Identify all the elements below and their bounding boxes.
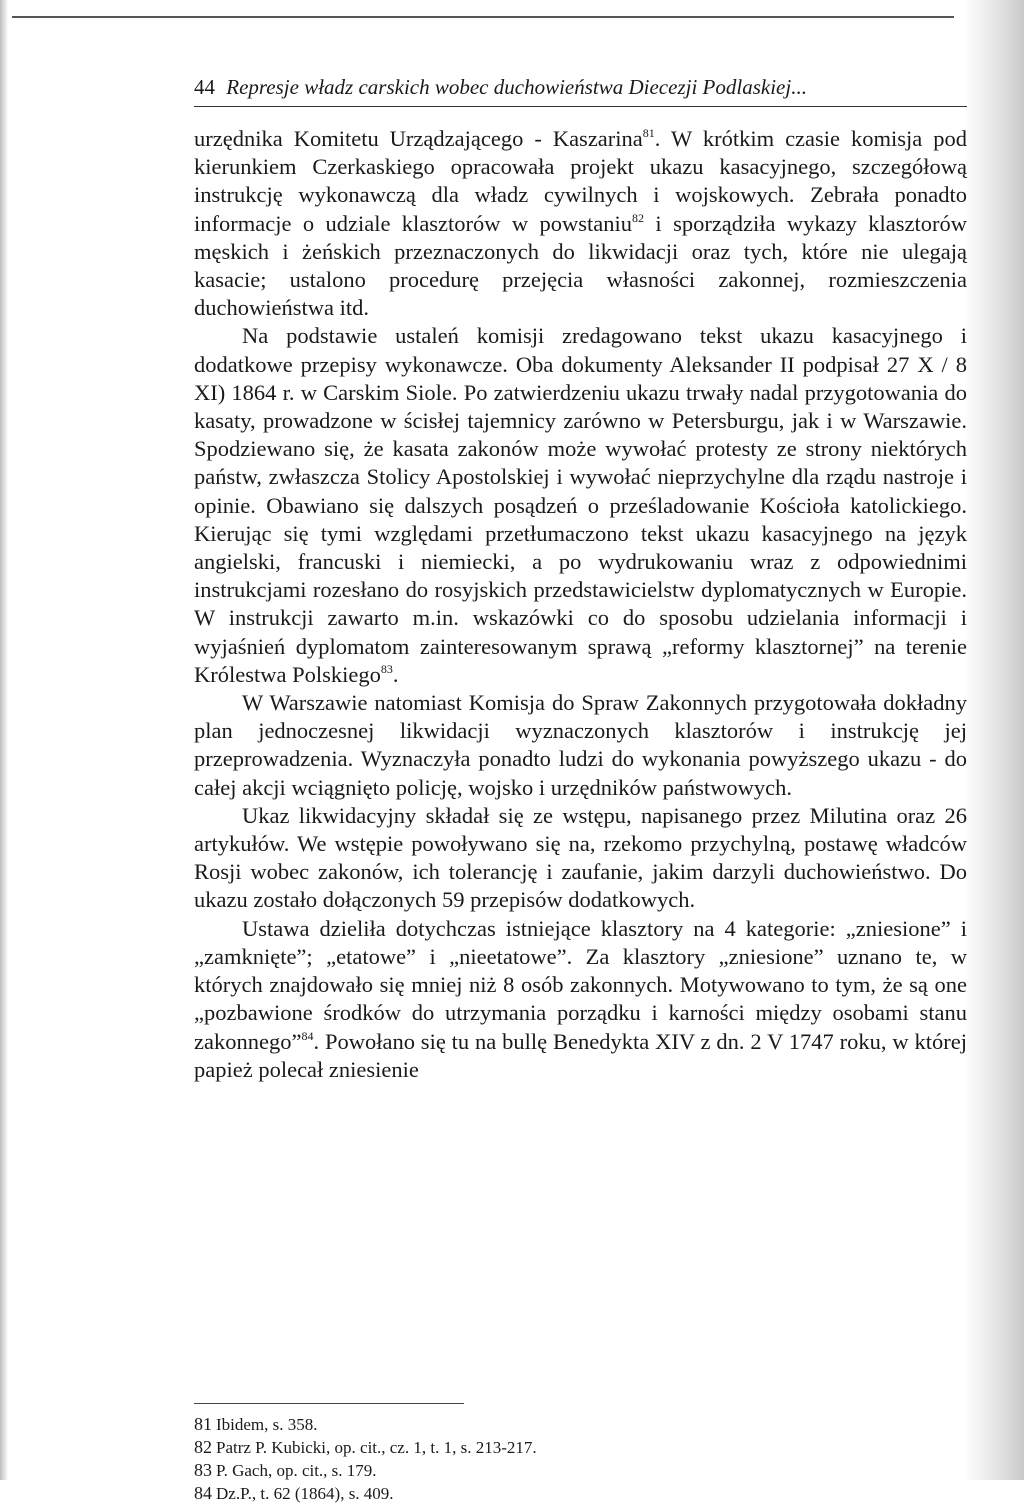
paragraph-text: urzędnika Komitetu Urządzającego - Kaszarina	[194, 126, 643, 151]
footnote-text: Patrz P. Kubicki, op. cit., cz. 1, t. 1, s. 213-217.	[216, 1438, 537, 1457]
paragraph	[194, 125, 967, 322]
paragraph-text: .	[392, 661, 399, 687]
footnote-ref: 83	[380, 661, 393, 676]
paragraph-text: Ukaz likwidacyjny składał się ze wstępu, napisanego przez Milutina oraz 26 artykułów. We wstępie powoływano się na, rzekomo przychylną, postawę władców Rosji wobec zakonów, ich tolerancję i zaufanie, jakim darzyli duchowieństwo. Do ukazu zostało dołączonych 59 przepisów dodatkowych.	[194, 802, 967, 913]
footnote-text: Ibidem, s. 358.	[216, 1415, 318, 1434]
footnote	[194, 1413, 967, 1436]
footnote-mark: 82	[194, 1437, 212, 1457]
page-number: 44	[194, 75, 215, 99]
paragraph	[194, 915, 967, 1084]
footnote-ref: 82	[632, 210, 645, 225]
footnote-rule	[194, 1403, 464, 1404]
paragraph	[194, 322, 967, 689]
running-header	[194, 74, 967, 100]
scan-shadow-right	[964, 0, 1024, 1480]
scan-shadow-left	[0, 0, 8, 1480]
paragraph	[194, 689, 967, 802]
paragraph	[194, 802, 967, 915]
footnote-ref: 84	[301, 1028, 314, 1043]
footnote-mark: 84	[194, 1483, 212, 1503]
scan-top-edge	[12, 16, 954, 18]
paragraph-text: W Warszawie natomiast Komisja do Spraw Zakonnych przygotowała dokładny plan jednoczesnej likwidacji wyznaczonych klasztorów i instrukcję jej przeprowadzenia. Wyznaczyła ponadto ludzi do wykonania powyższego ukazu - do całej akcji wciągnięto policję, wojsko i urzędników państwowych.	[194, 690, 967, 800]
footnote	[194, 1459, 967, 1482]
footnotes	[194, 1413, 967, 1505]
paragraph-text: i sporządziła wykazy klasztorów męskich i żeńskich przeznaczonych do likwidacji oraz tych, które nie ulegają kasacie; ustalono procedurę przejęcia własności zakonnej, rozmieszczenia duchowieństwa itd.	[194, 210, 967, 321]
footnote-ref: 81	[642, 126, 655, 140]
footnote	[194, 1482, 967, 1505]
paragraph-text: . W krótkim czasie komisja pod kierunkiem Czerkaskiego opracowała projekt ukazu kasacyjnego, szczegółową instrukcję wykonawczą dla władz cywilnych i wojskowych. Zebrała ponadto informacje o udziale klasztorów w powstaniu	[194, 126, 968, 236]
paragraph-text: Na podstawie ustaleń komisji zredagowano tekst ukazu kasacyjnego i dodatkowe przepisy wykonawcze. Oba dokumenty Aleksander II podpisał 27 X / 8 XI) 1864 r. w Carskim Siole. Po zatwierdzeniu ukazu trwały nadal przygotowania do kasaty, prowadzone w ścisłej tajemnicy zarówno w Petersburgu, jak i w Warszawie. Spodziewano się, że kasata zakonów może wywołać protesty ze strony niektórych państw, zwłaszcza Stolicy Apostolskiej i wywołać nieprzychylne dla rządu nastroje i opinie. Obawiano się dalszych posądzeń o prześladowanie Kościoła katolickiego. Kierując się tymi względami przetłumaczono tekst ukazu kasacyjnego na język angielski, francuski i niemiecki, a po wydrukowaniu wraz z odpowiednimi instrukcjami rozesłano do rosyjskich przedstawicielstw dyplomatycznych w Europie. W instrukcji zawarto m.in. wskazówki co do sposobu udzielania informacji i wyjaśnień dyplomatom zainteresowanym sprawą „reformy klasztornej” na terenie Królestwa Polskiego	[194, 323, 967, 687]
footnote-mark: 81	[194, 1414, 212, 1434]
header-rule	[194, 106, 967, 107]
footnote-text: P. Gach, op. cit., s. 179.	[216, 1461, 377, 1480]
footnote-text: Dz.P., t. 62 (1864), s. 409.	[216, 1484, 394, 1503]
footnote	[194, 1436, 967, 1459]
paragraph-text: . Powołano się tu na bullę Benedykta XIV z dn. 2 V 1747 roku, w której papież polecał zniesienie	[194, 1028, 967, 1082]
footnote-mark: 83	[194, 1460, 212, 1480]
running-title: Represje władz carskich wobec duchowieństwa Diecezji Podlaskiej...	[226, 75, 807, 99]
paragraph-text: Ustawa dzieliła dotychczas istniejące klasztory na 4 kategorie: „zniesione” i „zamknięte”; „etatowe” i „nieetatowe”. Za klasztory „zniesione” uznano te, w których znajdowało się mniej niż 8 osób zakonnych. Motywowano to tym, że są one „pozbawione środków do utrzymania porządku i karności między osobami stanu zakonnego”	[194, 915, 967, 1054]
body-text	[194, 125, 967, 1084]
